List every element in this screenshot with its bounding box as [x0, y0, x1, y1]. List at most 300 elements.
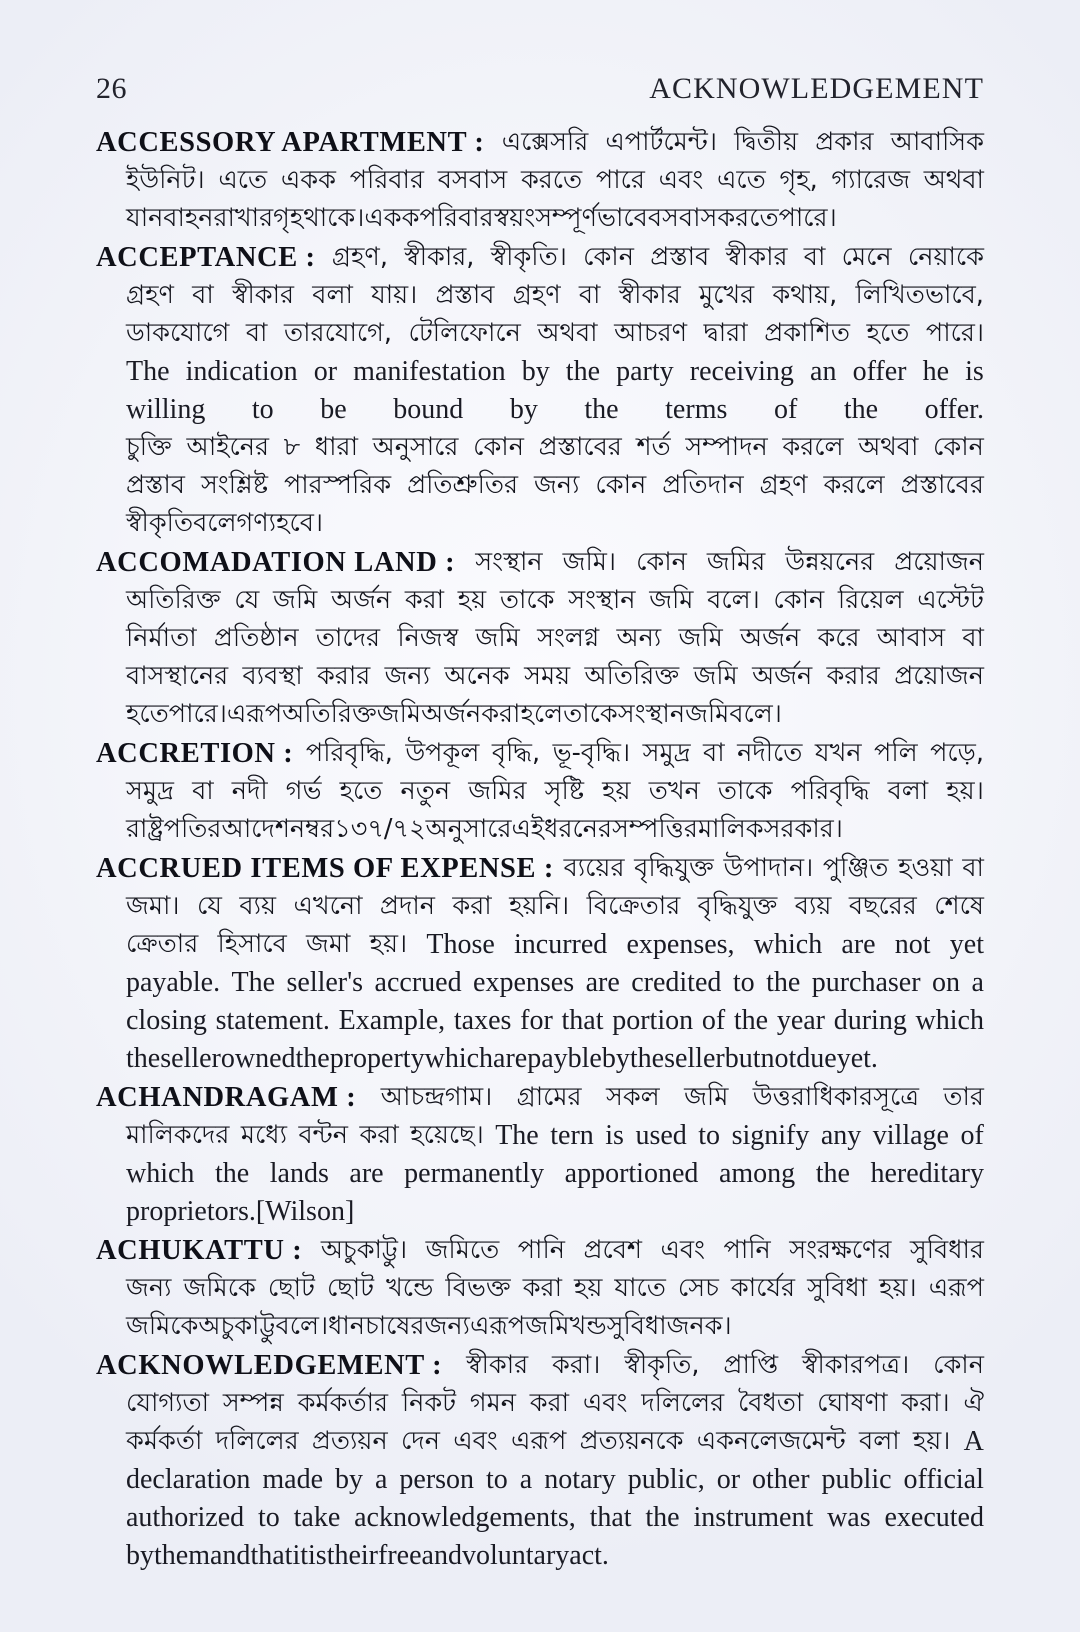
word: এপার্টমেন্ট। [605, 127, 717, 158]
word: Example, [338, 1005, 446, 1036]
word: কোন [933, 1350, 984, 1381]
word: payble [527, 1043, 602, 1074]
word: হয়েছে। [410, 1120, 484, 1151]
word: are [841, 929, 876, 960]
word: person [399, 1464, 475, 1495]
word: বাসস্থানের [126, 661, 229, 692]
word: that [250, 1540, 293, 1571]
word: যখন [814, 738, 862, 769]
word: he [922, 356, 950, 387]
word: পানি [723, 1235, 771, 1266]
word: the [815, 1158, 850, 1189]
headword: ACCESSORY APARTMENT : [96, 126, 485, 158]
word: was [827, 1502, 871, 1533]
word: জমি [693, 661, 738, 692]
word: পলি [874, 738, 918, 769]
word: ব্যয় [239, 891, 277, 922]
word: to [251, 394, 274, 425]
word: ব্যয় [794, 891, 832, 922]
word: public [821, 1464, 892, 1495]
word: অতিরিক্ত [126, 585, 221, 616]
word: জমা [306, 929, 351, 960]
word: হতে [339, 776, 383, 807]
word: জমি [376, 699, 422, 730]
word: to [486, 1464, 508, 1495]
text-line [96, 239, 984, 277]
word: সমুদ্র [126, 776, 174, 807]
text-line [96, 315, 984, 353]
text-line [96, 467, 984, 505]
word: অচুকাট্টু [198, 1311, 276, 1342]
word: the [295, 1043, 330, 1074]
word: এক্সেসরি [501, 127, 589, 158]
word: প্রত্যয়নকে [579, 1426, 684, 1457]
word: প্রাপ্তি [723, 1350, 779, 1381]
word: অথবা [923, 165, 984, 196]
word: ডাকযোগে [126, 318, 230, 349]
word: যোগ্যতা [126, 1388, 210, 1419]
text-line [96, 658, 984, 696]
word: বা [245, 318, 268, 349]
word: উপাদান। [723, 853, 814, 884]
word: বা [192, 776, 214, 807]
word: এস্টেট [917, 585, 984, 616]
word: এবং [582, 1388, 628, 1419]
text-line [96, 1155, 984, 1193]
word: taxes [453, 1005, 512, 1036]
word: terms [665, 394, 728, 425]
text-line [96, 620, 984, 658]
word: এরূপ [226, 699, 283, 730]
word: act. [569, 1540, 609, 1571]
word: স্বয়ংসম্পূর্ণভাবে [493, 203, 648, 234]
text-line [96, 429, 984, 467]
word: সম্পন্ন [222, 1388, 284, 1419]
word: স্বীকার [466, 1350, 529, 1381]
text-line [96, 277, 984, 315]
word: expenses [473, 967, 575, 998]
text-line [96, 850, 984, 888]
word: গণ্য [236, 508, 277, 539]
word: which [126, 1158, 195, 1189]
word: A [963, 1426, 984, 1457]
word: notary [544, 1464, 616, 1495]
word: প্রতিষ্ঠান [213, 623, 299, 654]
word: কোন [933, 432, 984, 463]
word: of [701, 1005, 726, 1036]
word: বা [803, 242, 826, 273]
word: জমি [678, 623, 723, 654]
word: year [776, 1005, 825, 1036]
word: হতে [126, 699, 169, 730]
text-line [96, 505, 984, 543]
word: চুক্তি [126, 432, 172, 463]
word: offer [852, 356, 907, 387]
word: প্রস্তাবের [900, 470, 984, 501]
word: রাখার [213, 203, 274, 234]
word: মধ্যে [240, 1120, 287, 1151]
word: বৃদ্ধিযুক্ত [697, 891, 778, 922]
word: অনেক [444, 661, 510, 692]
word: গ্যারেজ [831, 165, 911, 196]
word: not [894, 929, 931, 960]
word: জমি [273, 585, 318, 616]
word: শেষে [934, 891, 984, 922]
word: বা [962, 623, 984, 654]
word: যায়। [371, 280, 418, 311]
word: নতুন [400, 776, 451, 807]
word: জমি [685, 699, 730, 730]
word: which [915, 1005, 984, 1036]
text-line [96, 926, 984, 964]
word: বলা [887, 776, 929, 807]
dictionary-entry [96, 1079, 984, 1231]
word: জমির [706, 547, 766, 578]
word: কোন [473, 432, 524, 463]
word: is [605, 1120, 624, 1151]
word: to [698, 1120, 721, 1151]
word: কোন [595, 470, 647, 501]
word: the [733, 1005, 769, 1036]
text-line [96, 353, 984, 391]
word: the [766, 967, 801, 998]
word: অচুকাট্টু। [320, 1235, 408, 1266]
word: করলে [823, 470, 885, 501]
word: ছোট [326, 1273, 375, 1304]
word: বা [703, 738, 725, 769]
word: ক্রেতার [126, 929, 199, 960]
dictionary-entry [96, 544, 984, 734]
word: lands [269, 1158, 329, 1189]
text-line [96, 582, 984, 620]
word: যানবাহন [126, 203, 214, 234]
word: ভূ-বৃদ্ধি। [552, 738, 631, 769]
word: The [495, 1120, 539, 1151]
word: a [519, 1464, 533, 1495]
word: তাদের [315, 623, 381, 654]
word: portion [612, 1005, 694, 1036]
word: ঘোষণা [817, 1388, 888, 1419]
word: নদীতে [737, 738, 803, 769]
word: তখন [648, 776, 700, 807]
text-line [96, 735, 984, 773]
text-line [96, 1193, 984, 1231]
word: করা [359, 1120, 399, 1151]
word: আবাসিক [890, 127, 984, 158]
word: স্বীকার [618, 280, 681, 311]
word: পরিবার [349, 165, 424, 196]
text-line [96, 1423, 984, 1461]
word: and [421, 1540, 462, 1571]
word: করতে [520, 165, 583, 196]
page-number: 26 [96, 72, 127, 105]
word: স্বীকৃতি, [624, 1350, 700, 1381]
word: among [718, 1158, 796, 1189]
word: অতিরিক্ত [282, 699, 377, 730]
word: অর্জন [740, 623, 801, 654]
word: প্রবেশ [583, 1235, 642, 1266]
word: হিসাবে [217, 929, 287, 960]
word: accrued [374, 967, 462, 998]
word: এবং [658, 165, 704, 196]
word: প্রস্তাব [435, 280, 495, 311]
word: সম্পত্তির [611, 814, 698, 845]
word: অথবা [858, 432, 919, 463]
word: by [509, 394, 538, 425]
word: not [760, 1043, 797, 1074]
word: গর্ভ [285, 776, 322, 807]
word: party [616, 356, 674, 387]
word: payable. [126, 967, 221, 998]
word: স্বীকারপত্র। [801, 1350, 910, 1381]
word: the [843, 394, 879, 425]
word: জমিকে [126, 1311, 199, 1342]
word: করা [404, 585, 445, 616]
word: স্বীকার, [404, 242, 475, 273]
word: বা [192, 280, 214, 311]
word: আবাস [876, 623, 946, 654]
word: the [126, 1043, 161, 1074]
word: acknowledgements, [354, 1502, 576, 1533]
word: কর্মকর্তার [297, 1388, 389, 1419]
text-line [96, 773, 984, 811]
headword: ACCRUED ITEMS OF EXPENSE : [96, 852, 554, 884]
word: বৈধতা [737, 1388, 804, 1419]
word: একক [280, 165, 336, 196]
word: offer. [924, 394, 984, 425]
word: দলিলের [641, 1388, 725, 1419]
word: বলে। [275, 1311, 329, 1342]
word: অন্য [616, 623, 662, 654]
word: on [932, 967, 961, 998]
word: করা [481, 699, 521, 730]
word: indication [185, 356, 298, 387]
word: জমিকে [183, 1273, 256, 1304]
word: incurred [513, 929, 608, 960]
word: মালিক [697, 814, 764, 845]
word: সৃষ্টি [544, 776, 585, 807]
word: ধারা [314, 432, 358, 463]
text-line [96, 1347, 984, 1385]
text-line [96, 1270, 984, 1308]
word: or [716, 1464, 741, 1495]
word: পরিবৃদ্ধি, [305, 738, 393, 769]
word: থাকে। [303, 203, 365, 234]
word: এতে [716, 165, 766, 196]
word: that [589, 1502, 632, 1533]
word: সুবিধাজনক। [606, 1311, 732, 1342]
word: গ্রহণ [512, 280, 561, 311]
word: সময় [524, 661, 571, 692]
word: রাষ্ট্রপতির [126, 814, 222, 845]
word: সংস্থান [568, 585, 636, 616]
headword: ACCEPTANCE : [96, 241, 316, 273]
word: is [308, 1540, 327, 1571]
text-line [96, 1040, 984, 1078]
word: করা [452, 891, 492, 922]
word: জন্য [534, 470, 580, 501]
word: স্বীকার [231, 280, 295, 311]
word: যাতে [614, 1273, 666, 1304]
word: জন্য [126, 1273, 172, 1304]
word: তাকে [499, 585, 555, 616]
word: owned [220, 1043, 296, 1074]
running-head [96, 72, 984, 114]
word: of [960, 1120, 984, 1151]
word: by [334, 1464, 363, 1495]
word: পরিবৃদ্ধি [790, 776, 870, 807]
word: উন্নয়নের [785, 547, 875, 578]
word: বৃদ্ধিযুক্ত [634, 853, 714, 884]
word: করলে [782, 432, 844, 463]
word: take [293, 1502, 341, 1533]
word: manifestation [353, 356, 506, 387]
word: সমুদ্র [642, 738, 691, 769]
word: ধরনের [544, 814, 612, 845]
word: মুখের [698, 280, 755, 311]
word: it [292, 1540, 308, 1571]
word: অতিরিক্ত [584, 661, 680, 692]
word: দলিলের [215, 1426, 299, 1457]
word: গ্রামের [516, 1082, 582, 1113]
word: জমি। [562, 547, 617, 578]
word: them [154, 1540, 210, 1571]
word: স্বীকৃতি। [490, 242, 567, 273]
word: a [971, 967, 984, 998]
word: হওয়া [898, 853, 953, 884]
word: সম্পাদন [685, 432, 768, 463]
word: অনুসারে [372, 432, 459, 463]
word: বন্টন [298, 1120, 348, 1151]
word: apportioned [564, 1158, 699, 1189]
word: village [872, 1120, 949, 1151]
word: কোন [583, 242, 634, 273]
word: অর্জন [752, 661, 813, 692]
word: এরূপ [928, 1273, 984, 1304]
word: is [965, 356, 984, 387]
dictionary-entry [96, 124, 984, 238]
word: বলা [312, 280, 353, 311]
word: নম্বর [289, 814, 335, 845]
word: আইনের [186, 432, 269, 463]
word: হয় [573, 1273, 603, 1304]
word: বলে। [707, 585, 760, 616]
entry-column [96, 124, 984, 1576]
word: free [378, 1540, 422, 1571]
word: তারযোগে, [284, 318, 392, 349]
text-line [96, 124, 984, 162]
word: সংলগ্ন [537, 623, 600, 654]
word: any [820, 1120, 862, 1151]
word: হয়। [946, 776, 984, 807]
word: অর্জন [421, 699, 482, 730]
dictionary-entry [96, 1347, 984, 1575]
word: the [645, 1502, 680, 1533]
word: জমি [475, 623, 520, 654]
word: নদী [231, 776, 268, 807]
word: to [258, 1502, 280, 1533]
word: চাষের [365, 1311, 425, 1342]
word: declaration [126, 1464, 251, 1495]
word: প্রস্তাব [650, 242, 710, 273]
word: প্রয়োজন [894, 661, 984, 692]
word: authorized [126, 1502, 245, 1533]
word: করে [817, 623, 860, 654]
word: পরিবার [419, 203, 494, 234]
word: হতে [866, 318, 910, 349]
text-line [96, 1079, 984, 1117]
word: হয় [457, 585, 487, 616]
word: বলা [859, 1426, 900, 1457]
word: the [629, 1043, 665, 1074]
word: yet [949, 929, 984, 960]
word: করা। [901, 1388, 950, 1419]
dictionary-entry [96, 735, 984, 849]
word: বলে [193, 508, 237, 539]
word: সংস্থান [475, 547, 543, 578]
text-line [96, 964, 984, 1002]
word: সংশ্লিষ্ট [200, 470, 268, 501]
word: করা। [552, 1350, 601, 1381]
word: শর্ত [636, 432, 671, 463]
word: receiving [689, 356, 794, 387]
word: official [903, 1464, 984, 1495]
word: credited [631, 967, 722, 998]
word: জমা। [126, 891, 180, 922]
word: সুবিধা [807, 1273, 868, 1304]
word: প্রতিদান [662, 470, 744, 501]
word: আচন্দ্রগাম। [380, 1082, 493, 1113]
word: মালিকদের [126, 1120, 230, 1151]
word: পারস্পরিক [283, 470, 392, 501]
word: due [796, 1043, 837, 1074]
word: স্বীকার [725, 242, 788, 273]
word: seller [664, 1043, 725, 1074]
word: প্রস্তাবের [538, 432, 622, 463]
word: পারে। [168, 699, 227, 730]
word: seller [160, 1043, 221, 1074]
word: টেলিফোনে [408, 318, 521, 349]
word: seller's [286, 967, 364, 998]
word: করতে [717, 203, 779, 234]
word: করার [826, 661, 880, 692]
word: but [724, 1043, 761, 1074]
word: closing [126, 1005, 207, 1036]
word: নেয়াকে [907, 242, 984, 273]
headword: ACHUKATTU : [96, 1234, 303, 1266]
word: এরূপ [511, 1426, 567, 1457]
word: সংরক্ষণের [789, 1235, 892, 1266]
word: proprietors.[Wilson] [126, 1196, 355, 1227]
word: or [313, 356, 338, 387]
text-line [96, 1461, 984, 1499]
word: which [753, 929, 823, 960]
word: সুবিধার [909, 1235, 984, 1266]
word: বিক্রেতার [586, 891, 681, 922]
word: ১৩৭/৭২ [334, 814, 426, 845]
word: by [601, 1043, 630, 1074]
word: public, [627, 1464, 705, 1495]
text-line [96, 1385, 984, 1423]
word: a [374, 1464, 388, 1495]
word: ছোট [267, 1273, 315, 1304]
word: বছরের [848, 891, 917, 922]
word: voluntary [461, 1540, 570, 1571]
word: গ্রহণ [126, 280, 174, 311]
word: গ্রহণ [759, 470, 808, 501]
word: এতে [218, 165, 268, 196]
word: used [635, 1120, 687, 1151]
